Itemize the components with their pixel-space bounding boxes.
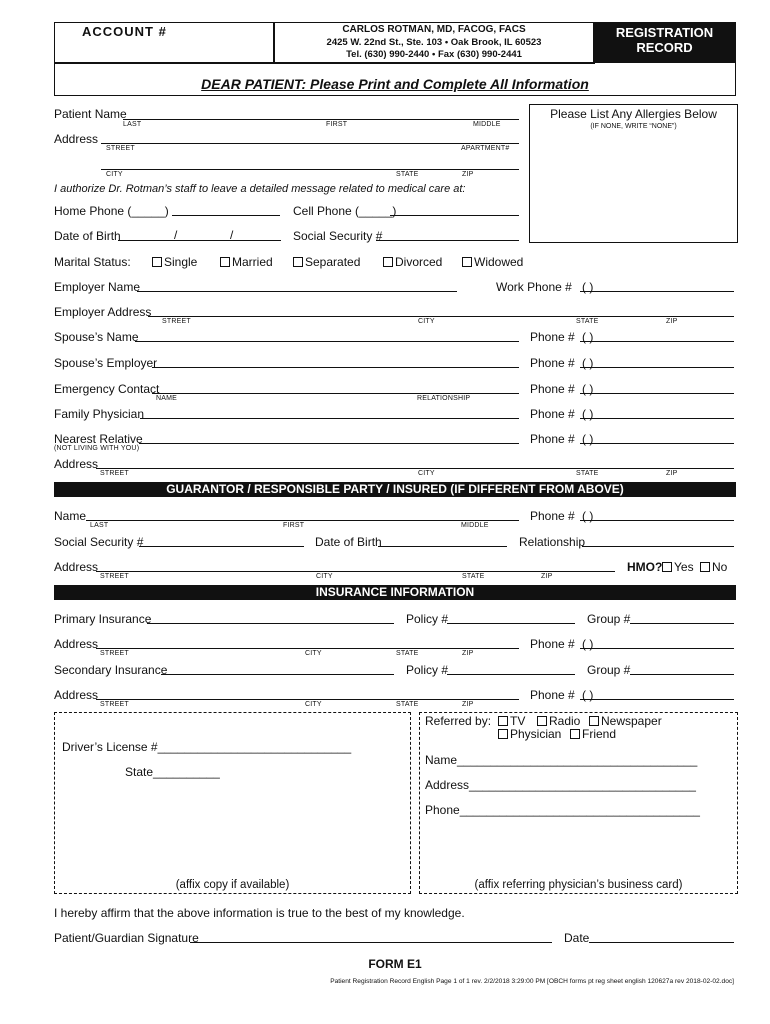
guarantor-phone-paren: ( ) (582, 509, 594, 523)
home-phone-label: Home Phone (_____) (54, 204, 169, 218)
spouse-phone-field[interactable] (580, 341, 734, 342)
checkbox-icon[interactable] (700, 562, 710, 572)
guarantor-relationship-field[interactable] (582, 546, 734, 547)
patient-apartment-caption: APARTMENT# (461, 145, 510, 152)
checkbox-icon[interactable] (570, 729, 580, 739)
primary-state-caption: STATE (396, 650, 419, 657)
referral-friend-label: Friend (582, 727, 617, 741)
emergency-phone-paren: ( ) (582, 382, 594, 396)
spouse-phone-paren: ( ) (582, 330, 594, 344)
dob-slash-1: / (174, 228, 178, 242)
patient-name-label: Patient Name (54, 107, 127, 121)
emergency-field[interactable] (152, 393, 519, 394)
license-caption: (affix copy if available) (175, 879, 290, 891)
patient-state-caption: STATE (396, 171, 419, 178)
referral-radio-label: Radio (549, 714, 581, 728)
patient-street-caption: STREET (106, 145, 135, 152)
secondary-address-field[interactable] (96, 699, 519, 700)
referral-tv[interactable] (498, 714, 525, 728)
work-phone-paren: ( ) (582, 280, 594, 294)
spouse-phone-label: Phone # (530, 330, 575, 344)
spouse-employer-phone-label: Phone # (530, 356, 575, 370)
secondary-state-caption: STATE (396, 701, 419, 708)
primary-phone-paren: ( ) (582, 637, 594, 651)
physician-phone-label: Phone # (530, 407, 575, 421)
nearest-relative-field[interactable] (139, 443, 519, 444)
referral-radio[interactable] (537, 714, 580, 728)
insurance-section-bar: INSURANCE INFORMATION (54, 585, 736, 600)
checkbox-icon[interactable] (498, 716, 508, 726)
physician-phone-field[interactable] (580, 418, 734, 419)
referred-by-label: Referred by: (425, 714, 492, 728)
guarantor-name-field[interactable] (86, 520, 519, 521)
work-phone-field[interactable] (580, 291, 734, 292)
secondary-policy-label: Policy # (406, 663, 449, 677)
employer-street-caption: STREET (162, 318, 191, 325)
relative-phone-field[interactable] (580, 443, 734, 444)
primary-street-caption: STREET (100, 650, 129, 657)
primary-address-field[interactable] (96, 648, 519, 649)
guarantor-address-field[interactable] (96, 571, 615, 572)
patient-middle-caption: MIDDLE (473, 121, 501, 128)
checkbox-icon[interactable] (662, 562, 672, 572)
marital-label: Marital Status: (54, 255, 131, 269)
guarantor-ssn-label: Social Security # (54, 535, 144, 549)
drivers-license-field[interactable]: Driver’s License #_____________________________ (62, 740, 352, 754)
dob-label: Date of Birth (54, 229, 121, 243)
employer-state-caption: STATE (576, 318, 599, 325)
home-phone-field[interactable] (172, 215, 280, 216)
referral-phone-field[interactable]: Phone____________________________________ (425, 803, 700, 817)
authorize-text: I authorize Dr. Rotman’s staff to leave a detailed message related to medical care at: (54, 183, 466, 195)
nearest-relative-label: Nearest Relative (54, 432, 143, 446)
primary-address-label: Address (54, 637, 99, 651)
guarantor-name-label: Name (54, 509, 87, 523)
guarantor-city-caption: CITY (316, 573, 333, 580)
checkbox-icon[interactable] (537, 716, 547, 726)
guarantor-relationship-label: Relationship (519, 535, 586, 549)
primary-policy-field[interactable] (447, 623, 575, 624)
checkbox-icon[interactable] (220, 257, 230, 267)
dob-slash-2: / (230, 228, 234, 242)
family-physician-label: Family Physician (54, 407, 145, 421)
ssn-label: Social Security # (293, 229, 383, 243)
guarantor-dob-label: Date of Birth (315, 535, 382, 549)
guarantor-last-caption: LAST (90, 522, 109, 529)
spouse-name-label: Spouse’s Name (54, 330, 139, 344)
guarantor-phone-label: Phone # (530, 509, 575, 523)
guarantor-state-caption: STATE (462, 573, 485, 580)
marital-separated-label: Separated (305, 255, 361, 269)
primary-group-field[interactable] (630, 623, 734, 624)
date-label: Date (564, 931, 590, 945)
patient-zip-caption: ZIP (462, 171, 474, 178)
title-line-2: RECORD (636, 40, 693, 55)
cell-phone-label: Cell Phone (_____) (293, 204, 397, 218)
spouse-employer-phone-field[interactable] (580, 367, 734, 368)
family-physician-field[interactable] (140, 418, 519, 419)
page-banner: DEAR PATIENT: Please Print and Complete All Information (201, 76, 589, 92)
guarantor-zip-caption: ZIP (541, 573, 553, 580)
practice-address: 2425 W. 22nd St., Ste. 103 • Oak Brook, IL 60523 (326, 37, 542, 48)
patient-first-caption: FIRST (326, 121, 348, 128)
affirm-text: I hereby affirm that the above information is true to the best of my knowledge. (54, 906, 465, 920)
marital-divorced[interactable] (383, 255, 442, 269)
primary-group-label: Group # (587, 612, 631, 626)
secondary-phone-label: Phone # (530, 688, 575, 702)
patient-city-field[interactable] (101, 169, 519, 170)
patient-city-caption: CITY (106, 171, 123, 178)
secondary-zip-caption: ZIP (462, 701, 474, 708)
allergies-note: (IF NONE, WRITE “NONE”) (590, 123, 677, 130)
primary-insurance-field[interactable] (147, 623, 394, 624)
primary-insurance-label: Primary Insurance (54, 612, 152, 626)
referral-friend[interactable] (570, 727, 616, 741)
marital-separated[interactable] (293, 255, 360, 269)
guarantor-middle-caption: MIDDLE (461, 522, 489, 529)
doctor-name: CARLOS ROTMAN, MD, FACOG, FACS (342, 24, 526, 35)
employer-city-caption: CITY (418, 318, 435, 325)
primary-city-caption: CITY (305, 650, 322, 657)
dob-field[interactable] (118, 240, 281, 241)
practice-phone: Tel. (630) 990-2440 • Fax (630) 990-2441 (346, 49, 522, 60)
guarantor-street-caption: STREET (100, 573, 129, 580)
secondary-phone-field[interactable] (580, 699, 734, 700)
account-label: ACCOUNT # (82, 24, 167, 39)
guarantor-ssn-field[interactable] (139, 546, 304, 547)
secondary-street-caption: STREET (100, 701, 129, 708)
secondary-group-label: Group # (587, 663, 631, 677)
checkbox-icon[interactable] (293, 257, 303, 267)
secondary-group-field[interactable] (630, 674, 734, 675)
relative-address-field[interactable] (96, 468, 734, 469)
employer-address-label: Employer Address (54, 305, 152, 319)
relative-address-label: Address (54, 457, 99, 471)
referral-physician[interactable] (498, 727, 561, 741)
patient-last-caption: LAST (123, 121, 142, 128)
marital-single-label: Single (164, 255, 198, 269)
hmo-yes-label: Yes (674, 560, 694, 574)
referral-name-field[interactable]: Name____________________________________ (425, 753, 698, 767)
checkbox-icon[interactable] (462, 257, 472, 267)
marital-married[interactable] (220, 255, 273, 269)
relative-city-caption: CITY (418, 470, 435, 477)
referral-address-field[interactable]: Address__________________________________ (425, 778, 696, 792)
relative-phone-label: Phone # (530, 432, 575, 446)
not-living-note: (NOT LIVING WITH YOU) (54, 445, 140, 452)
date-field[interactable] (589, 942, 734, 943)
document-info: Patient Registration Record English Page 1 of 1 rev. 2/2/2018 3:29:00 PM [OBCH forms pt reg sheet english 120627a rev 2018-02-02.doc] (330, 978, 734, 985)
signature-field[interactable] (190, 942, 552, 943)
spouse-employer-label: Spouse’s Employer (54, 356, 158, 370)
spouse-employer-phone-paren: ( ) (582, 356, 594, 370)
secondary-phone-paren: ( ) (582, 688, 594, 702)
secondary-policy-field[interactable] (447, 674, 575, 675)
secondary-city-caption: CITY (305, 701, 322, 708)
patient-name-field[interactable] (123, 119, 519, 120)
checkbox-icon[interactable] (589, 716, 599, 726)
secondary-insurance-label: Secondary Insurance (54, 663, 168, 677)
emergency-phone-field[interactable] (580, 393, 734, 394)
relative-state-caption: STATE (576, 470, 599, 477)
referral-tv-label: TV (510, 714, 526, 728)
signature-label: Patient/Guardian Signature (54, 931, 199, 945)
emergency-label: Emergency Contact (54, 382, 160, 396)
marital-widowed-label: Widowed (474, 255, 524, 269)
checkbox-icon[interactable] (152, 257, 162, 267)
referral-physician-label: Physician (510, 727, 562, 741)
marital-divorced-label: Divorced (395, 255, 443, 269)
guarantor-address-label: Address (54, 560, 99, 574)
checkbox-icon[interactable] (498, 729, 508, 739)
primary-phone-field[interactable] (580, 648, 734, 649)
referral-newspaper[interactable] (589, 714, 662, 728)
hmo-no-label: No (712, 560, 728, 574)
spouse-name-field[interactable] (135, 341, 519, 342)
cell-phone-field[interactable] (390, 215, 519, 216)
marital-married-label: Married (232, 255, 273, 269)
employer-address-field[interactable] (148, 316, 734, 317)
secondary-insurance-field[interactable] (161, 674, 394, 675)
marital-widowed[interactable] (462, 255, 523, 269)
license-state-field[interactable]: State__________ (125, 765, 220, 779)
patient-address-label: Address (54, 132, 99, 146)
hmo-no[interactable] (700, 560, 727, 574)
patient-street-field[interactable] (101, 143, 519, 144)
form-id: FORM E1 (368, 957, 422, 971)
guarantor-section-bar: GUARANTOR / RESPONSIBLE PARTY / INSURED (IF DIFFERENT FROM ABOVE) (54, 482, 736, 497)
referral-newspaper-label: Newspaper (601, 714, 662, 728)
emergency-phone-label: Phone # (530, 382, 575, 396)
referral-caption: (affix referring physician’s business card) (474, 879, 683, 891)
allergies-title: Please List Any Allergies Below (550, 107, 717, 121)
employer-field[interactable] (137, 291, 457, 292)
relative-zip-caption: ZIP (666, 470, 678, 477)
checkbox-icon[interactable] (383, 257, 393, 267)
relative-street-caption: STREET (100, 470, 129, 477)
primary-policy-label: Policy # (406, 612, 449, 626)
employer-zip-caption: ZIP (666, 318, 678, 325)
emergency-relationship-caption: RELATIONSHIP (417, 395, 471, 402)
guarantor-first-caption: FIRST (283, 522, 305, 529)
primary-phone-label: Phone # (530, 637, 575, 651)
spouse-employer-field[interactable] (152, 367, 519, 368)
relative-phone-paren: ( ) (582, 432, 594, 446)
primary-zip-caption: ZIP (462, 650, 474, 657)
physician-phone-paren: ( ) (582, 407, 594, 421)
guarantor-phone-field[interactable] (580, 520, 734, 521)
emergency-name-caption: NAME (156, 395, 178, 402)
marital-single[interactable] (152, 255, 197, 269)
employer-label: Employer Name (54, 280, 141, 294)
hmo-yes[interactable] (662, 560, 694, 574)
secondary-address-label: Address (54, 688, 99, 702)
guarantor-dob-field[interactable] (378, 546, 507, 547)
ssn-field[interactable] (376, 240, 519, 241)
work-phone-label: Work Phone # (496, 280, 572, 294)
hmo-label: HMO? (627, 560, 663, 574)
title-line-1: REGISTRATION (615, 25, 714, 40)
